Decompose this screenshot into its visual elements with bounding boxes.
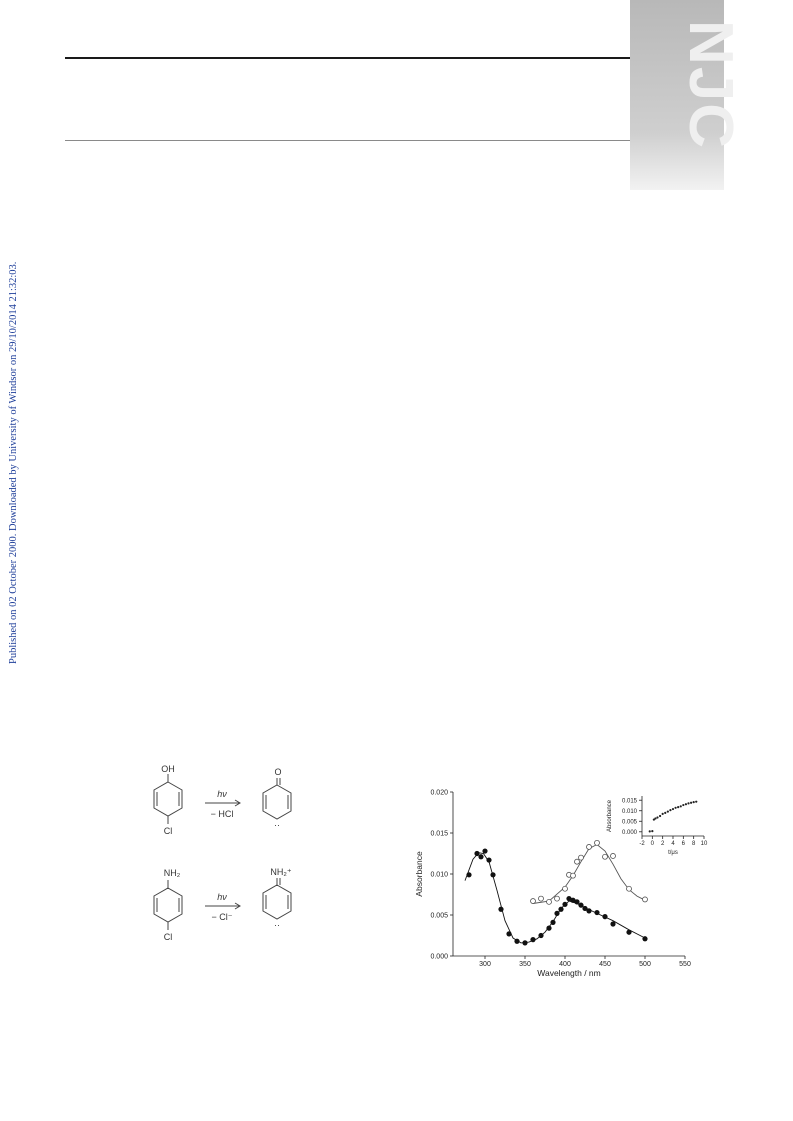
data-point-series-0 (514, 939, 519, 944)
x-tick-label: 2 (660, 841, 665, 847)
y-tick-label: 0.010 (430, 871, 448, 879)
y-axis-label: Absorbance (607, 799, 613, 833)
data-point-series-1 (579, 855, 584, 860)
y-tick-label: 0.005 (430, 912, 448, 920)
data-point-series-0 (562, 902, 567, 907)
data-point-series-0 (474, 851, 479, 856)
data-point-series-1 (587, 844, 592, 849)
data-point-series-0 (558, 907, 563, 912)
data-point-series-0 (667, 810, 669, 812)
inset-plot (607, 792, 708, 856)
data-point-series-0 (677, 806, 679, 808)
row2-arrow-bottom: − Cl⁻ (211, 912, 233, 922)
y-tick-label: 0.000 (621, 829, 637, 836)
x-tick-label: 6 (681, 841, 686, 847)
row2-substituent-bottom: Cl (163, 932, 173, 942)
x-tick-label: 400 (559, 961, 571, 968)
data-point-series-0 (550, 920, 555, 925)
data-point-series-0 (685, 803, 687, 805)
data-point-series-1 (547, 899, 552, 904)
data-point-series-0 (693, 801, 695, 803)
y-tick-label: 0.020 (430, 789, 448, 797)
row2-substituent-top: NH₂ (163, 868, 181, 878)
data-point-series-1 (603, 854, 608, 859)
data-point-series-0 (662, 813, 664, 815)
data-point-series-0 (546, 926, 551, 931)
benzene-ring-2 (154, 888, 182, 922)
published-notice[interactable]: Published on 02 October 2000. Downloaded by University of Windsor on 29/10/2014 21:32:03. (8, 261, 19, 664)
y-tick-label: 0.000 (430, 953, 448, 961)
y-tick-label: 0.010 (621, 808, 637, 815)
row1-product-bottom: ·· (274, 820, 280, 830)
data-point-series-0 (669, 809, 671, 811)
data-point-series-0 (642, 936, 647, 941)
data-point-series-1 (571, 873, 576, 878)
data-point-series-0 (522, 940, 527, 945)
data-point-series-0 (554, 911, 559, 916)
y-tick-label: 0.015 (430, 830, 448, 838)
y-axis-label: Absorbance (414, 851, 424, 897)
inset-background (634, 792, 708, 848)
product-ring-2 (263, 885, 291, 919)
row1-arrow-bottom: − HCl (210, 809, 234, 819)
data-point-series-0 (680, 805, 682, 807)
x-tick-label: 10 (700, 841, 708, 847)
data-point-series-0 (656, 816, 658, 818)
data-point-series-0 (574, 899, 579, 904)
data-point-series-0 (695, 801, 697, 803)
absorption-spectrum-chart (408, 780, 708, 985)
data-point-series-0 (594, 910, 599, 915)
row2-product-bottom: ·· (274, 920, 280, 930)
row1-product-top: O (274, 767, 282, 777)
data-point-series-0 (690, 802, 692, 804)
data-point-series-0 (530, 937, 535, 942)
data-point-series-0 (586, 908, 591, 913)
x-tick-label: 300 (479, 961, 491, 968)
data-point-series-0 (672, 808, 674, 810)
data-point-series-0 (486, 857, 491, 862)
journal-tab-letters: NJC (676, 20, 745, 151)
data-point-series-0 (664, 812, 666, 814)
data-point-series-0 (674, 807, 676, 809)
data-point-series-0 (490, 872, 495, 877)
y-tick-label: 0.015 (621, 798, 637, 805)
data-point-series-1 (627, 886, 632, 891)
header-subrule (65, 140, 630, 141)
data-point-series-0 (610, 921, 615, 926)
data-point-series-0 (649, 830, 651, 832)
data-point-series-0 (682, 804, 684, 806)
fit-curve-series-1 (533, 845, 645, 904)
row2-product-top: NH₂⁺ (270, 867, 292, 877)
data-point-series-0 (482, 848, 487, 853)
data-point-series-0 (506, 931, 511, 936)
data-point-series-1 (539, 896, 544, 901)
data-point-series-0 (654, 817, 656, 819)
x-tick-label: 350 (519, 961, 531, 968)
data-point-series-0 (466, 872, 471, 877)
row1-substituent-top: OH (161, 764, 175, 774)
header-rule (65, 57, 630, 59)
x-tick-label: 8 (691, 841, 696, 847)
data-point-series-0 (602, 914, 607, 919)
data-point-series-0 (626, 930, 631, 935)
x-axis-label: Wavelength / nm (537, 968, 601, 978)
data-point-series-1 (595, 840, 600, 845)
y-tick-label: 0.005 (621, 819, 637, 826)
product-ring-1 (263, 785, 291, 819)
x-tick-label: 0 (650, 841, 655, 847)
reaction-scheme (140, 762, 315, 962)
row1-substituent-bottom: Cl (163, 826, 173, 836)
row1-arrow-top: hν (217, 789, 227, 799)
x-axis-label: t/μs (668, 850, 678, 856)
data-point-series-1 (563, 886, 568, 891)
data-point-series-0 (498, 907, 503, 912)
x-tick-label: -2 (639, 841, 645, 847)
data-point-series-0 (478, 854, 483, 859)
data-point-series-1 (555, 896, 560, 901)
journal-logo-icon (630, 0, 745, 190)
row2-arrow-top: hν (217, 892, 227, 902)
x-tick-label: 450 (599, 961, 611, 968)
data-point-series-0 (538, 933, 543, 938)
data-point-series-0 (659, 815, 661, 817)
data-point-series-0 (687, 802, 689, 804)
data-point-series-1 (575, 859, 580, 864)
data-point-series-0 (578, 903, 583, 908)
x-tick-label: 500 (639, 961, 651, 968)
x-tick-label: 4 (671, 841, 675, 847)
data-point-series-0 (651, 830, 653, 832)
data-point-series-1 (643, 897, 648, 902)
data-point-series-1 (611, 853, 616, 858)
x-tick-label: 550 (679, 961, 691, 968)
benzene-ring-1 (154, 782, 182, 816)
data-point-series-1 (531, 899, 536, 904)
